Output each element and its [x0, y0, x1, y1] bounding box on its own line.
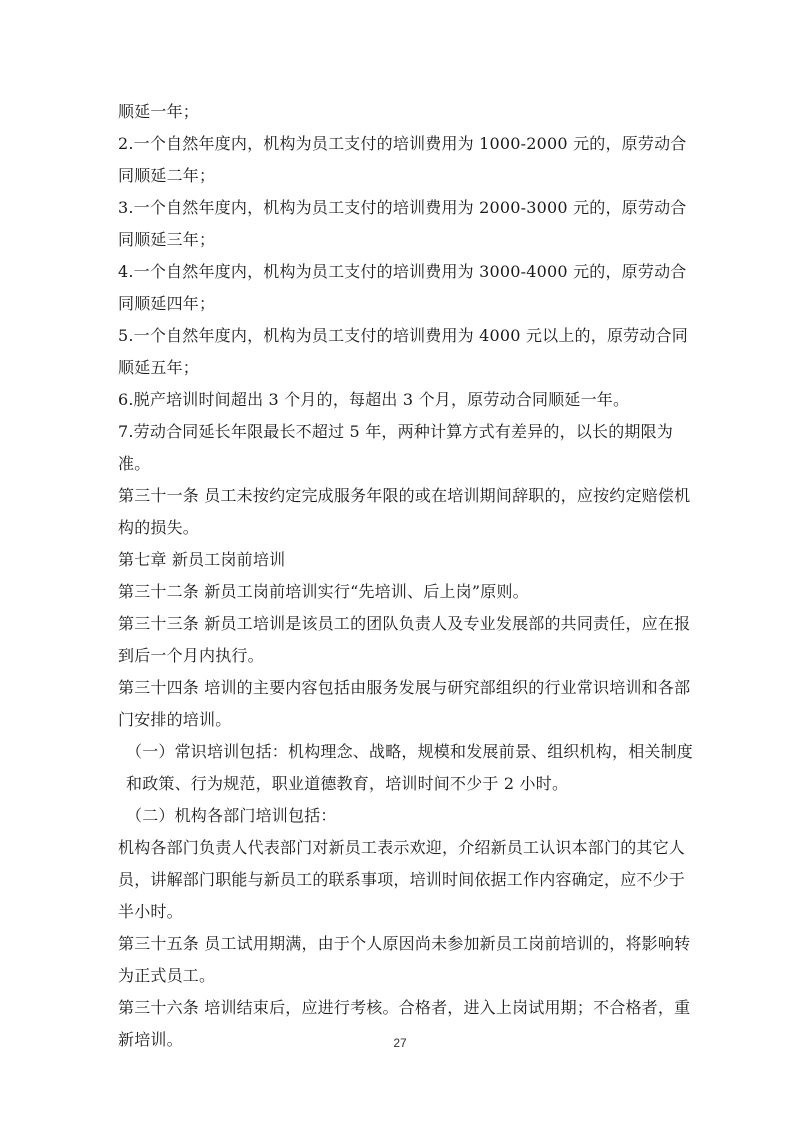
- article-31: 第三十一条 员工未按约定完成服务年限的或在培训期间辞职的，应按约定赔偿机构的损失。: [118, 486, 691, 537]
- paragraph-6: 6.脱产培训时间超出 3 个月的，每超出 3 个月，原劳动合同顺延一年。: [118, 390, 630, 409]
- paragraph-3: 3.一个自然年度内，机构为员工支付的培训费用为 2000-3000 元的，原劳动合同顺延三年；: [118, 198, 687, 249]
- paragraph-2: 2.一个自然年度内，机构为员工支付的培训费用为 1000-2000 元的，原劳动合同顺延二年；: [118, 134, 687, 185]
- paragraph-4: 4.一个自然年度内，机构为员工支付的培训费用为 3000-4000 元的，原劳动合同顺延四年；: [118, 262, 687, 313]
- paragraph-1: 顺延一年；: [118, 102, 200, 121]
- item-department-training: （二）机构各部门培训包括：: [126, 806, 337, 825]
- article-35: 第三十五条 员工试用期满，由于个人原因尚未参加新员工岗前培训的，将影响转为正式员工。: [118, 934, 691, 985]
- paragraph-7: 7.劳动合同延长年限最长不超过 5 年，两种计算方式有差异的，以长的期限为准。: [118, 422, 674, 473]
- article-36: 第三十六条 培训结束后，应进行考核。合格者，进入上岗试用期；不合格者，重新培训。: [118, 998, 691, 1049]
- paragraph-5: 5.一个自然年度内，机构为员工支付的培训费用为 4000 元以上的，原劳动合同顺延五年；: [118, 326, 688, 377]
- chapter-7-heading: 第七章 新员工岗前培训: [118, 550, 286, 569]
- department-training-detail: 机构各部门负责人代表部门对新员工表示欢迎，介绍新员工认识本部门的其它人员，讲解部门职能与新员工的联系事项，培训时间依据工作内容确定，应不少于半小时。: [118, 838, 686, 921]
- document-body: [118, 96, 698, 1056]
- article-32: 第三十二条 新员工岗前培训实行“先培训、后上岗”原则。: [118, 582, 529, 601]
- item-general-training: （一）常识培训包括：机构理念、战略，规模和发展前景、组织机构，相关制度和政策、行为规范，职业道德教育，培训时间不少于 2 小时。: [126, 742, 694, 793]
- article-34: 第三十四条 培训的主要内容包括由服务发展与研究部组织的行业常识培训和各部门安排的培训。: [118, 678, 691, 729]
- article-33: 第三十三条 新员工培训是该员工的团队负责人及专业发展部的共同责任，应在报到后一个月内执行。: [118, 614, 691, 665]
- page-number: 27: [393, 1036, 407, 1050]
